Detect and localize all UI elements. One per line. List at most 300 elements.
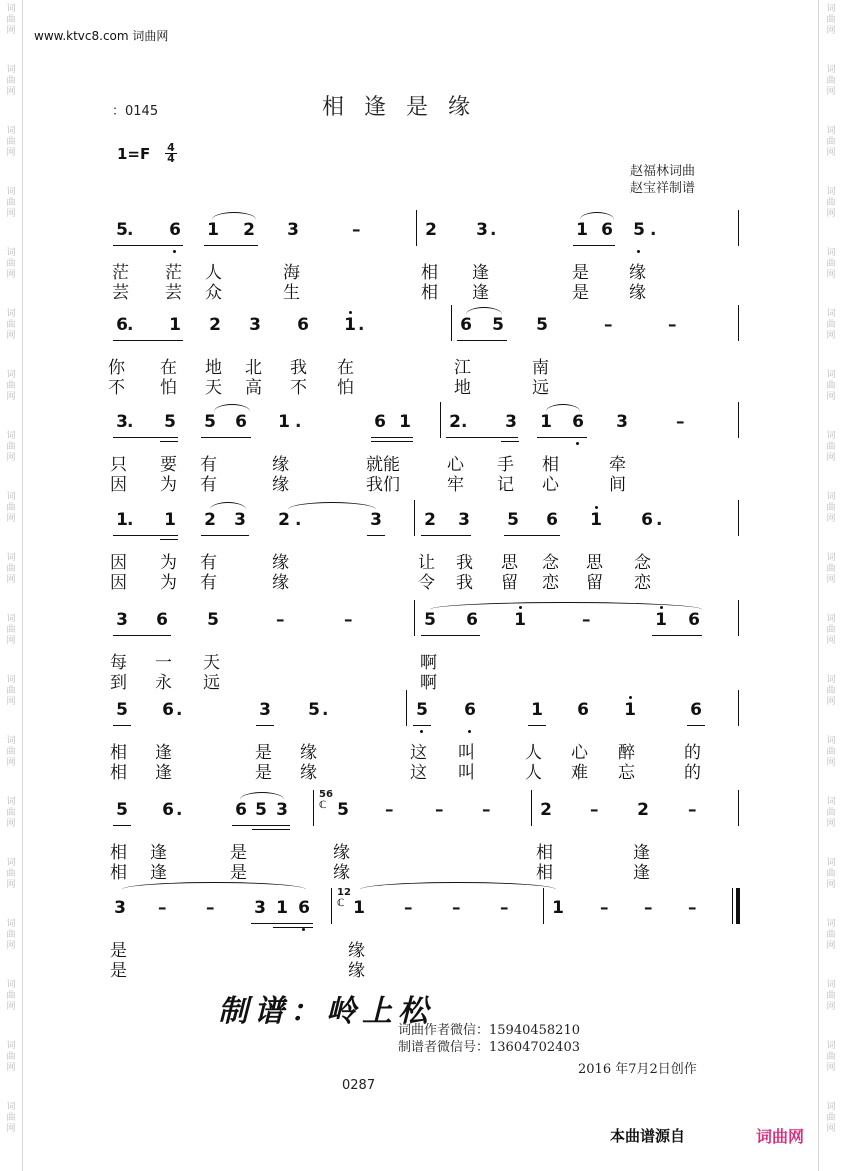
lyric: 海 bbox=[283, 263, 300, 283]
barline bbox=[531, 790, 532, 826]
lyric: 记 bbox=[497, 475, 514, 495]
arranger-signature: 制谱：岭上松 bbox=[218, 994, 434, 1029]
note: 6 bbox=[162, 700, 174, 720]
watermark-glyph: 词 曲 网 bbox=[6, 980, 16, 1012]
note: 6 bbox=[156, 610, 168, 630]
note: 3 bbox=[116, 412, 128, 432]
lyric: 天 bbox=[203, 653, 220, 673]
note: 3 bbox=[254, 898, 266, 918]
beam bbox=[252, 829, 290, 830]
lyric: 一 bbox=[155, 653, 172, 673]
duration-dot: . bbox=[295, 412, 302, 432]
lyric: 有 bbox=[200, 553, 217, 573]
lyric: 是 bbox=[230, 863, 247, 883]
lyric: 这 bbox=[410, 743, 427, 763]
watermark-glyph: 词 曲 网 bbox=[6, 309, 16, 341]
lyric: 相 bbox=[421, 283, 438, 303]
hold-dash: – bbox=[482, 800, 491, 820]
lyric: 醉 bbox=[618, 743, 635, 763]
note: 5 bbox=[424, 610, 436, 630]
lyric: 逢 bbox=[155, 743, 172, 763]
barline bbox=[738, 690, 739, 726]
note: 2 bbox=[243, 220, 255, 240]
duration-dot: . bbox=[176, 700, 183, 720]
lyric: 就能 bbox=[366, 455, 400, 475]
barline bbox=[414, 500, 415, 536]
lyric: 逢 bbox=[633, 863, 650, 883]
time-signature bbox=[165, 143, 177, 164]
lyric: 是 bbox=[572, 263, 589, 283]
beam bbox=[371, 437, 413, 438]
duration-dot: . bbox=[127, 315, 134, 335]
note: 6 bbox=[460, 315, 472, 335]
lyric: 的 bbox=[684, 763, 701, 783]
note: 5 bbox=[492, 315, 504, 335]
credits bbox=[630, 163, 695, 197]
hold-dash: – bbox=[582, 610, 591, 630]
barline bbox=[738, 790, 739, 826]
fermata-mark bbox=[319, 789, 333, 811]
lyric: 是 bbox=[230, 843, 247, 863]
note: 1 bbox=[116, 510, 128, 530]
score-row-7 bbox=[0, 790, 842, 886]
note: 3 bbox=[505, 412, 517, 432]
lyric: 芸 bbox=[165, 283, 182, 303]
note: 6 bbox=[466, 610, 478, 630]
beam bbox=[113, 245, 183, 246]
note: 1 bbox=[164, 510, 176, 530]
high-octave-dot bbox=[629, 696, 632, 699]
barline bbox=[414, 600, 415, 636]
lyric: 牢 bbox=[447, 475, 464, 495]
lyric: 逢 bbox=[150, 843, 167, 863]
note: 1 bbox=[514, 610, 526, 630]
lyric: 是 bbox=[110, 961, 127, 981]
hold-dash: – bbox=[604, 315, 613, 335]
fermata-bottom: ℂ bbox=[337, 898, 345, 909]
lyric: 相 bbox=[536, 843, 553, 863]
lyric: 我 bbox=[290, 358, 307, 378]
high-octave-dot bbox=[595, 506, 598, 509]
watermark-glyph: 词 曲 网 bbox=[6, 736, 16, 768]
hold-dash: – bbox=[206, 898, 215, 918]
lyric: 缘 bbox=[272, 573, 289, 593]
beam bbox=[113, 437, 178, 438]
score-row-3 bbox=[0, 402, 842, 498]
lyric: 要 bbox=[160, 455, 177, 475]
hold-dash: – bbox=[688, 800, 697, 820]
note: 3 bbox=[276, 800, 288, 820]
site-url[interactable]: www.ktvc8.com 词曲网 bbox=[34, 29, 169, 43]
barline bbox=[451, 305, 452, 341]
key-signature: 1=F bbox=[117, 145, 151, 163]
beam bbox=[251, 923, 313, 924]
hold-dash: – bbox=[435, 800, 444, 820]
barline bbox=[440, 402, 441, 438]
lyric: 忘 bbox=[618, 763, 635, 783]
beam bbox=[421, 535, 471, 536]
watermark-glyph: 词 曲 网 bbox=[6, 248, 16, 280]
hold-dash: – bbox=[500, 898, 509, 918]
watermark-glyph: 词 曲 网 bbox=[6, 492, 16, 524]
lyric: 人 bbox=[525, 743, 542, 763]
watermark-glyph: 词 曲 网 bbox=[826, 797, 836, 829]
hold-dash: – bbox=[276, 610, 285, 630]
barline bbox=[738, 402, 739, 438]
watermark-glyph: 词 曲 网 bbox=[826, 187, 836, 219]
high-octave-dot bbox=[660, 606, 663, 609]
duration-dot: . bbox=[322, 700, 329, 720]
lyric: 有 bbox=[200, 475, 217, 495]
lyric: 为 bbox=[160, 553, 177, 573]
lyric: 叫 bbox=[458, 763, 475, 783]
beam bbox=[413, 725, 431, 726]
beam bbox=[256, 725, 274, 726]
lyric: 逢 bbox=[633, 843, 650, 863]
note: 1 bbox=[278, 412, 290, 432]
hold-dash: – bbox=[590, 800, 599, 820]
watermark-glyph: 词 曲 网 bbox=[6, 1041, 16, 1073]
lyric: 不 bbox=[290, 378, 307, 398]
hold-dash: – bbox=[404, 898, 413, 918]
score-row-8 bbox=[0, 888, 842, 984]
watermark-glyph: 词 曲 网 bbox=[6, 614, 16, 646]
lyric: 是 bbox=[255, 763, 272, 783]
note: 5 bbox=[116, 800, 128, 820]
lyric: 因 bbox=[110, 573, 127, 593]
time-sig-top: 4 bbox=[167, 141, 175, 154]
watermark-glyph: 词 曲 网 bbox=[6, 65, 16, 97]
song-title: 相逢是缘 bbox=[322, 95, 491, 120]
low-octave-dot bbox=[173, 250, 176, 253]
beam bbox=[652, 635, 702, 636]
lyric: 思 bbox=[586, 553, 603, 573]
lyric: 高 bbox=[245, 378, 262, 398]
lyric: 缘 bbox=[348, 961, 365, 981]
lyric: 生 bbox=[283, 283, 300, 303]
note: 1 bbox=[276, 898, 288, 918]
note: 3 bbox=[287, 220, 299, 240]
lyric: 茫 bbox=[112, 263, 129, 283]
watermark-glyph: 词 曲 网 bbox=[826, 1102, 836, 1134]
score-row-6 bbox=[0, 690, 842, 786]
note: 1 bbox=[576, 220, 588, 240]
beam bbox=[367, 535, 385, 536]
lyric: 念 bbox=[634, 553, 651, 573]
lyric: 手 bbox=[497, 455, 514, 475]
credit-arranger: 赵宝祥制谱 bbox=[630, 181, 696, 196]
lyric: 心 bbox=[447, 455, 464, 475]
lyric: 叫 bbox=[458, 743, 475, 763]
note: 1 bbox=[590, 510, 602, 530]
note: 2 bbox=[540, 800, 552, 820]
hold-dash: – bbox=[644, 898, 653, 918]
note: 5 bbox=[507, 510, 519, 530]
hold-dash: – bbox=[344, 610, 353, 630]
low-octave-dot bbox=[302, 928, 305, 931]
note: 1 bbox=[353, 898, 365, 918]
lyric: 怕 bbox=[337, 378, 354, 398]
lyric: 是 bbox=[572, 283, 589, 303]
note: 5 bbox=[116, 700, 128, 720]
beam bbox=[201, 437, 251, 438]
creation-date: 2016 年7月2日创作 bbox=[578, 1062, 697, 1077]
note: 2 bbox=[449, 412, 461, 432]
note: 3 bbox=[234, 510, 246, 530]
note: 2 bbox=[209, 315, 221, 335]
lyric: 为 bbox=[160, 475, 177, 495]
hold-dash: – bbox=[385, 800, 394, 820]
watermark-glyph: 词 曲 网 bbox=[6, 431, 16, 463]
lyric: 因 bbox=[110, 553, 127, 573]
barline bbox=[738, 600, 739, 636]
beam bbox=[113, 535, 178, 536]
lyric: 缘 bbox=[272, 475, 289, 495]
lyric: 恋 bbox=[634, 573, 651, 593]
note: 6 bbox=[235, 412, 247, 432]
note: 5 bbox=[164, 412, 176, 432]
lyric: 在 bbox=[160, 358, 177, 378]
note: 6 bbox=[546, 510, 558, 530]
note: 5 bbox=[633, 220, 645, 240]
lyric: 是 bbox=[255, 743, 272, 763]
lyric: 人 bbox=[205, 263, 222, 283]
note: 6 bbox=[601, 220, 613, 240]
lyric: 天 bbox=[205, 378, 222, 398]
lyric: 间 bbox=[609, 475, 626, 495]
note: 1 bbox=[344, 315, 356, 335]
lyric: 在 bbox=[337, 358, 354, 378]
watermark-glyph: 词 曲 网 bbox=[826, 858, 836, 890]
note: 3 bbox=[458, 510, 470, 530]
barline bbox=[406, 690, 407, 726]
lyric: 人 bbox=[525, 763, 542, 783]
note: 1 bbox=[531, 700, 543, 720]
lyric: 留 bbox=[586, 573, 603, 593]
note: 6 bbox=[169, 220, 181, 240]
watermark-glyph: 词 曲 网 bbox=[826, 126, 836, 158]
note: 3 bbox=[114, 898, 126, 918]
watermark-glyph: 词 曲 网 bbox=[6, 187, 16, 219]
beam bbox=[160, 441, 178, 442]
lyric: 相 bbox=[110, 743, 127, 763]
note: 6 bbox=[577, 700, 589, 720]
beam bbox=[232, 825, 290, 826]
watermark-glyph: 词 曲 网 bbox=[6, 1102, 16, 1134]
beam bbox=[573, 245, 615, 246]
watermark-glyph: 词 曲 网 bbox=[826, 65, 836, 97]
lyric: 我 bbox=[456, 553, 473, 573]
duration-dot: . bbox=[358, 315, 365, 335]
note: 6 bbox=[297, 315, 309, 335]
lyric: 逢 bbox=[155, 763, 172, 783]
watermark-glyph: 词 曲 网 bbox=[6, 553, 16, 585]
lyric: 你 bbox=[108, 358, 125, 378]
lyric: 怕 bbox=[160, 378, 177, 398]
lyric: 有 bbox=[200, 573, 217, 593]
note: 5 bbox=[255, 800, 267, 820]
slur bbox=[122, 882, 306, 897]
brand-logo[interactable]: 词曲网 bbox=[756, 1127, 805, 1146]
lyric: 远 bbox=[203, 673, 220, 693]
watermark-glyph: 词 曲 网 bbox=[6, 4, 16, 36]
lyric: 缘 bbox=[333, 863, 350, 883]
lyric: 缘 bbox=[348, 941, 365, 961]
hold-dash: – bbox=[668, 315, 677, 335]
low-octave-dot bbox=[637, 250, 640, 253]
beam bbox=[528, 725, 546, 726]
note: 2 bbox=[204, 510, 216, 530]
lyric: 缘 bbox=[629, 263, 646, 283]
duration-dot: . bbox=[176, 800, 183, 820]
beam bbox=[201, 535, 249, 536]
lyric: 令 bbox=[418, 573, 435, 593]
watermark-glyph: 词 曲 网 bbox=[826, 736, 836, 768]
note: 5 bbox=[337, 800, 349, 820]
lyric: 逢 bbox=[472, 263, 489, 283]
beam bbox=[273, 927, 313, 928]
lyric: 江 bbox=[454, 358, 471, 378]
lyric: 永 bbox=[155, 673, 172, 693]
note: 1 bbox=[540, 412, 552, 432]
beam bbox=[113, 635, 171, 636]
watermark-glyph: 词 曲 网 bbox=[826, 675, 836, 707]
barline bbox=[738, 210, 739, 246]
watermark-glyph: 词 曲 网 bbox=[826, 492, 836, 524]
duration-dot: . bbox=[127, 220, 134, 240]
lyric: 缘 bbox=[272, 455, 289, 475]
hold-dash: – bbox=[688, 898, 697, 918]
note: 6 bbox=[235, 800, 247, 820]
note: 1 bbox=[169, 315, 181, 335]
lyric: 是 bbox=[110, 941, 127, 961]
lyric: 相 bbox=[421, 263, 438, 283]
lyric: 相 bbox=[110, 843, 127, 863]
lyric: 念 bbox=[542, 553, 559, 573]
hold-dash: – bbox=[600, 898, 609, 918]
lyric: 思 bbox=[501, 553, 518, 573]
score-row-5 bbox=[0, 600, 842, 696]
lyric: 难 bbox=[571, 763, 588, 783]
beam bbox=[457, 340, 507, 341]
high-octave-dot bbox=[519, 606, 522, 609]
note: 3 bbox=[249, 315, 261, 335]
watermark-glyph: 词 曲 网 bbox=[6, 919, 16, 951]
beam bbox=[160, 539, 178, 540]
lyric: 不 bbox=[108, 378, 125, 398]
watermark-glyph: 词 曲 网 bbox=[6, 797, 16, 829]
barline bbox=[543, 888, 544, 924]
lyric: 逢 bbox=[150, 863, 167, 883]
note: 3 bbox=[116, 610, 128, 630]
lyric: 缘 bbox=[272, 553, 289, 573]
watermark-glyph: 词 曲 网 bbox=[826, 370, 836, 402]
duration-dot: . bbox=[650, 220, 657, 240]
note: 5 bbox=[204, 412, 216, 432]
slur bbox=[360, 882, 556, 897]
watermark-glyph: 词 曲 网 bbox=[826, 431, 836, 463]
note: 6 bbox=[162, 800, 174, 820]
watermark-glyph: 词 曲 网 bbox=[6, 858, 16, 890]
duration-dot: . bbox=[295, 510, 302, 530]
lyric: 牵 bbox=[609, 455, 626, 475]
barline bbox=[732, 888, 733, 924]
fermata-top: 12 bbox=[337, 887, 351, 898]
note: 2 bbox=[425, 220, 437, 240]
score-row-1 bbox=[0, 210, 842, 306]
note: 1 bbox=[207, 220, 219, 240]
watermark-glyph: 词 曲 网 bbox=[826, 4, 836, 36]
lyric: 这 bbox=[410, 763, 427, 783]
note: 5 bbox=[416, 700, 428, 720]
note: 5 bbox=[536, 315, 548, 335]
lyric: 茫 bbox=[165, 263, 182, 283]
note: 1 bbox=[655, 610, 667, 630]
note: 6 bbox=[690, 700, 702, 720]
contact-info bbox=[398, 1022, 580, 1056]
note: 2 bbox=[637, 800, 649, 820]
score-row-4 bbox=[0, 500, 842, 596]
note: 6 bbox=[374, 412, 386, 432]
fermata-top: 56 bbox=[319, 789, 333, 800]
lyric: 缘 bbox=[300, 743, 317, 763]
lyric: 心 bbox=[542, 475, 559, 495]
barline bbox=[416, 210, 417, 246]
fermata-bottom: ℂ bbox=[319, 800, 327, 811]
lyric: 相 bbox=[110, 863, 127, 883]
lyric: 有 bbox=[200, 455, 217, 475]
lyric: 相 bbox=[542, 455, 559, 475]
duration-dot: . bbox=[461, 412, 468, 432]
time-sig-bottom: 4 bbox=[165, 153, 177, 164]
note: 2 bbox=[278, 510, 290, 530]
duration-dot: . bbox=[127, 510, 134, 530]
beam bbox=[537, 437, 587, 438]
lyric: 南 bbox=[532, 358, 549, 378]
note: 3 bbox=[616, 412, 628, 432]
lyric: 留 bbox=[501, 573, 518, 593]
lyric: 我 bbox=[456, 573, 473, 593]
note: 6 bbox=[641, 510, 653, 530]
note: 6 bbox=[688, 610, 700, 630]
watermark-glyph: 词 曲 网 bbox=[6, 370, 16, 402]
beam bbox=[421, 635, 480, 636]
hold-dash: – bbox=[676, 412, 685, 432]
watermark-glyph: 词 曲 网 bbox=[826, 980, 836, 1012]
note: 3 bbox=[259, 700, 271, 720]
final-barline bbox=[736, 888, 740, 924]
lyric: 我们 bbox=[366, 475, 400, 495]
watermark-glyph: 词 曲 网 bbox=[826, 614, 836, 646]
low-octave-dot bbox=[468, 730, 471, 733]
barline bbox=[738, 305, 739, 341]
note: 6 bbox=[464, 700, 476, 720]
note: 6 bbox=[572, 412, 584, 432]
low-octave-dot bbox=[576, 442, 579, 445]
beam bbox=[504, 535, 560, 536]
lyric: 地 bbox=[205, 358, 222, 378]
note: 3 bbox=[476, 220, 488, 240]
watermark-glyph: 词 曲 网 bbox=[6, 126, 16, 158]
note: 1 bbox=[624, 700, 636, 720]
credit-composer: 赵福林词曲 bbox=[630, 164, 696, 179]
note: 2 bbox=[424, 510, 436, 530]
beam bbox=[113, 825, 131, 826]
arranger-wechat: 制谱者微信号：13604702403 bbox=[398, 1040, 580, 1055]
beam bbox=[501, 441, 519, 442]
note: 1 bbox=[399, 412, 411, 432]
hold-dash: – bbox=[352, 220, 361, 240]
